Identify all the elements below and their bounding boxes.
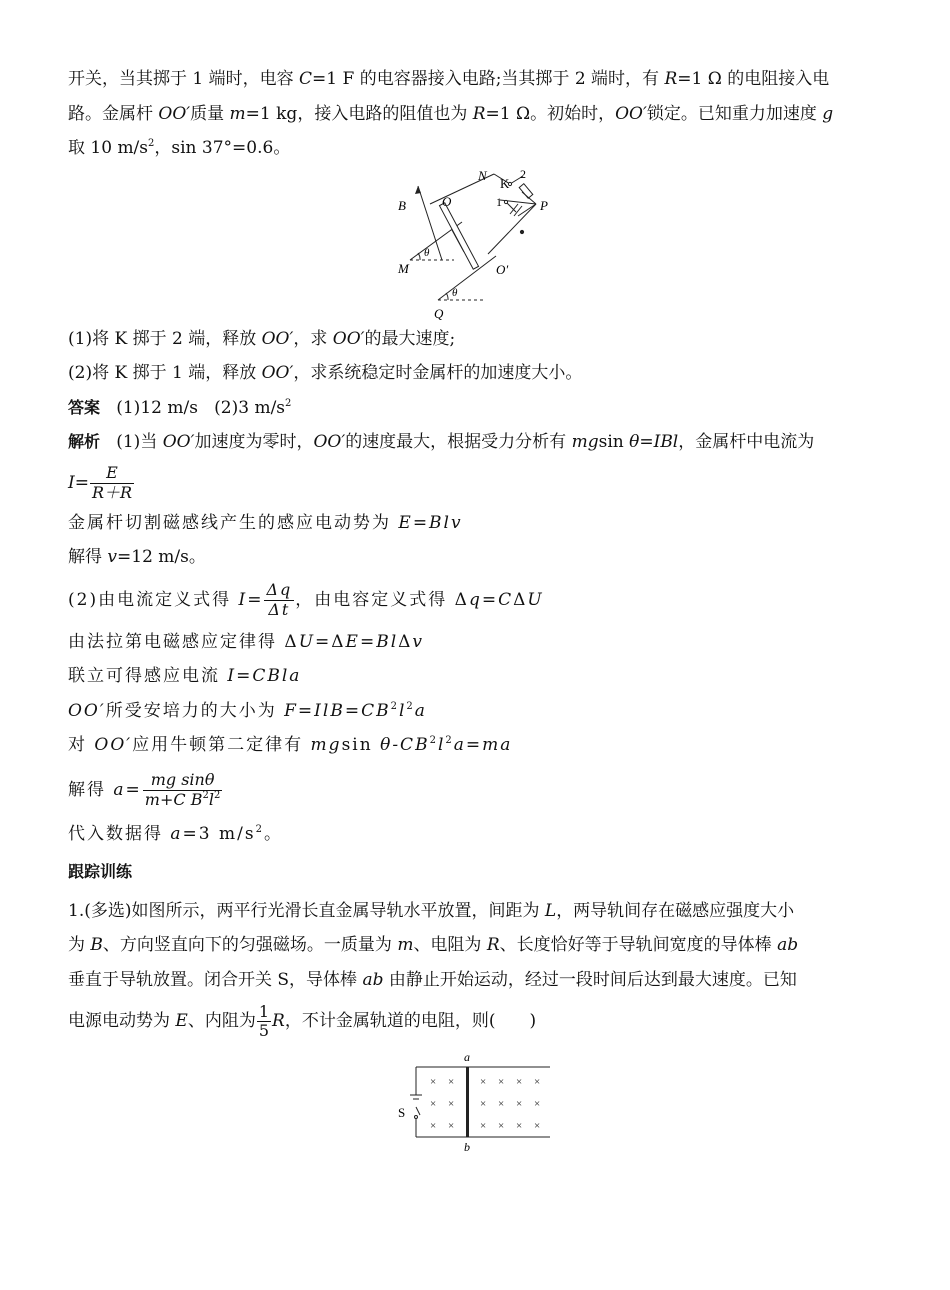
practice-line-2: 为 B、方向竖直向下的匀强磁场。一质量为 m、电阻为 R、长度恰好等于导轨间宽度的导体棒 ab <box>68 935 799 955</box>
label-B: B <box>398 197 406 213</box>
field-cross: × <box>448 1098 455 1110</box>
practice-line-3: 垂直于导轨放置。闭合开关 S，导体棒 ab 由静止开始运动，经过一段时间后达到最大速度。已知 <box>68 969 797 990</box>
field-cross: × <box>430 1098 437 1110</box>
intro-line-2: 路。金属杆 OO′质量 m=1 kg，接入电路的阻值也为 R=1 Ω。初始时，OO′锁定。已知重力加速度 g <box>68 103 834 124</box>
field-cross: × <box>516 1098 523 1110</box>
label-P: P <box>540 197 548 213</box>
analysis-line-1: 解析 (1)当 OO′加速度为零时，OO′的速度最大，根据受力分析有 mgsin θ=IBl，金属杆中电流为 <box>68 432 815 452</box>
intro-line-3: 取 10 $m/s^2$，sin 37°=0.6。 <box>68 138 291 158</box>
label-theta-2: θ <box>452 286 458 299</box>
conductor-bar-ab <box>466 1067 469 1137</box>
analysis-faraday: 由法拉第电磁感应定律得 ΔU=ΔE=BlΔv <box>68 631 425 652</box>
question-2: (2)将 K 掷于 1 端，释放 OO′，求系统稳定时金属杆的加速度大小。 <box>68 363 583 383</box>
figure-inclined-rails <box>390 170 560 322</box>
label-theta-1: θ <box>424 246 430 259</box>
field-cross: × <box>516 1120 523 1132</box>
practice-line-4: 电源电动势为 E、内阻为 $\frac{1}{5}$ R，不计金属轨道的电阻，则( ) <box>68 1001 537 1040</box>
intro-line-1: 开关，当其掷于 1 端时，电容 C=1 F 的电容器接入电路;当其掷于 2 端时，有 R=1 Ω 的电阻接入电 <box>68 69 830 89</box>
analysis-emf: 金属杆切割磁感线产生的感应电动势为 E=Blv <box>68 512 463 533</box>
field-cross: × <box>516 1076 523 1088</box>
label-K: K <box>500 175 510 191</box>
label-a: a <box>464 1051 470 1064</box>
document-page <box>68 62 880 1155</box>
field-cross: × <box>534 1076 541 1088</box>
field-cross: × <box>430 1120 437 1132</box>
label-Q: Q <box>434 305 444 321</box>
label-M: M <box>398 260 409 276</box>
field-cross: × <box>480 1076 487 1088</box>
analysis-solve-a: 解得 a= $\frac{\text{mg sinθ}}{m+C B^2l^2}$ <box>68 770 221 809</box>
label-b: b <box>464 1140 470 1154</box>
field-cross: × <box>448 1076 455 1088</box>
practice-heading: 跟踪训练 <box>68 862 133 881</box>
field-cross: × <box>480 1120 487 1132</box>
analysis-solve-v: 解得 v=12 m/s。 <box>68 547 206 567</box>
analysis-newton: 对 OO′应用牛顿第二定律有 mgsin $\theta-CB^2l^2a=ma$ <box>68 735 513 755</box>
field-cross: × <box>498 1120 505 1132</box>
practice-line-1: 1.(多选)如图所示，两平行光滑长直金属导轨水平放置，间距为 L，两导轨间存在磁感应强度大小 <box>68 900 795 921</box>
label-O: O <box>442 193 452 209</box>
label-S: S <box>398 1105 406 1120</box>
label-1: 1 <box>496 194 502 209</box>
field-cross: × <box>430 1076 437 1088</box>
field-cross: × <box>498 1098 505 1110</box>
field-cross: × <box>480 1098 487 1110</box>
field-cross: × <box>498 1076 505 1088</box>
field-cross: × <box>534 1098 541 1110</box>
label-O-prime: O′ <box>496 261 509 277</box>
field-cross: × <box>448 1120 455 1132</box>
figure-horizontal-rails <box>398 1051 558 1155</box>
analysis-current-formula: I= $\frac{E}{R+R}$ <box>68 463 133 502</box>
label-N: N <box>478 169 487 183</box>
analysis-current-definition: (2)由电流定义式得 I= $\frac{\Delta q}{\Delta t}$ ，由电容定义式得 Δq=CΔU <box>68 580 544 619</box>
analysis-induced-current: 联立可得感应电流 I=CBla <box>68 666 302 686</box>
question-1: (1)将 K 掷于 2 端，释放 OO′，求 OO′的最大速度; <box>68 328 456 349</box>
analysis-ampere-force: OO′所受安培力的大小为 $F=IlB=CB^2l^2a$ <box>68 700 427 721</box>
label-2: 2 <box>520 169 526 181</box>
analysis-result: 代入数据得 a=3 $m/s^2$。 <box>68 823 283 844</box>
field-cross: × <box>534 1120 541 1132</box>
answer-line: 答案 (1)12 m/s (2)3 $m/s^2$ <box>68 397 292 418</box>
